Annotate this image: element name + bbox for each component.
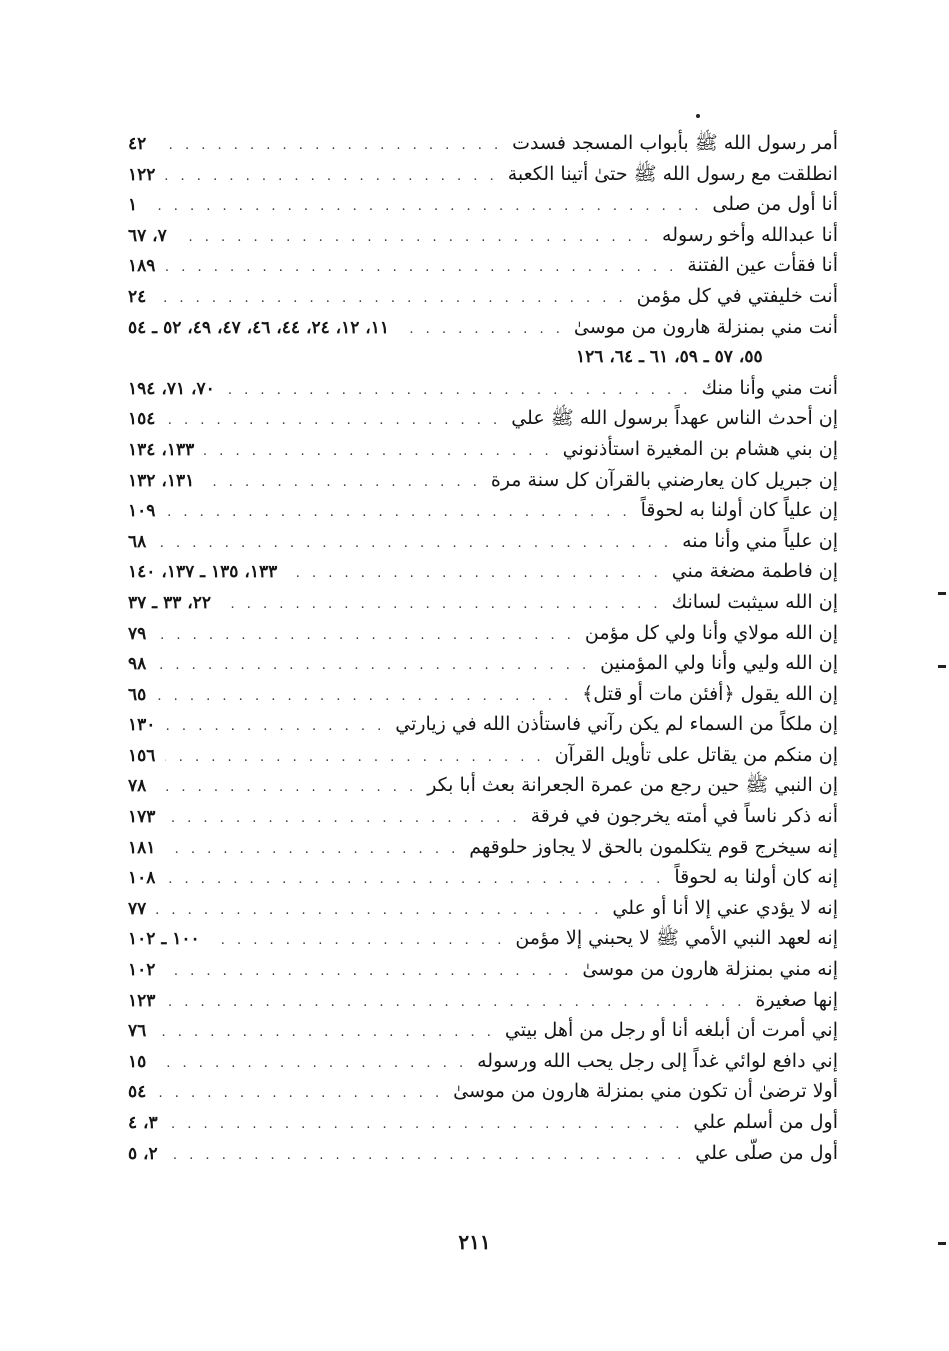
index-entry (128, 342, 838, 373)
dot-leader (156, 773, 417, 804)
scan-edge-mark (938, 592, 946, 595)
dot-leader (165, 498, 630, 529)
index-entry (128, 495, 838, 526)
entry-page-numbers: ١٣٣، ١٣٤ (128, 439, 195, 460)
index-entry (128, 128, 838, 159)
entry-text: إن ملكاً من السماء لم يكن رآني فاستأذن الله في زيارتي (395, 713, 838, 736)
index-entry (128, 893, 838, 924)
index-entry (128, 465, 838, 496)
dot-leader (287, 559, 661, 590)
page-number: ٢١١ (458, 1230, 491, 1254)
index-entry (128, 526, 838, 557)
index-entry (128, 587, 838, 618)
index-entry (128, 618, 838, 649)
dot-leader (221, 590, 661, 621)
entry-page-numbers: ١٥ (128, 1051, 147, 1072)
index-entry (128, 250, 838, 281)
index-entry (128, 1076, 838, 1107)
entry-text: إنه لعهد النبي الأمي ﷺ لا يحبني إلا مؤمن (515, 927, 838, 950)
dot-leader (165, 743, 544, 774)
entry-text: إنه سيخرج قوم يتكلمون بالحق لا يجاوز حلوقهم (469, 835, 838, 858)
entry-page-numbers: ٢، ٥ (128, 1143, 158, 1164)
entry-page-numbers: ١٠٨ (128, 868, 156, 889)
dot-leader (165, 712, 385, 743)
index-entry (128, 740, 838, 771)
entry-text: إنها صغيرة (755, 988, 838, 1011)
index-entry (128, 1138, 838, 1169)
entry-text: أنت خليفتي في كل مؤمن (636, 284, 838, 307)
entry-page-numbers: ٧٠، ٧١، ١٩٤ (128, 378, 215, 399)
entry-page-numbers: ١٢٣ (128, 990, 156, 1011)
dot-leader (204, 437, 552, 468)
index-entry (128, 985, 838, 1016)
entry-text: إن علياً مني وأنا منه (682, 529, 838, 552)
entry-page-numbers: ٩٨ (128, 654, 147, 675)
index-entry (128, 220, 838, 251)
entry-text: إن النبي ﷺ حين رجع من عمرة الجعرانة بعث أبا بكر (427, 774, 838, 797)
entry-text: إن منكم من يقاتل على تأويل القرآن (554, 743, 838, 766)
index-entry (128, 954, 838, 985)
index-entry (128, 1015, 838, 1046)
index-entry (128, 832, 838, 863)
index-entry (128, 862, 838, 893)
entry-text: إن فاطمة مضغة مني (671, 560, 838, 583)
dot-leader (165, 957, 572, 988)
entry-text: أول من أسلم علي (693, 1111, 838, 1133)
dot-leader (177, 223, 652, 254)
entry-page-numbers: ١٠٩ (128, 501, 156, 522)
entry-page-numbers: ١٣٣، ١٣٥ ـ ١٣٧، ١٤٠ (128, 562, 278, 583)
dot-leader (156, 131, 502, 162)
entry-text: انطلقت مع رسول الله ﷺ حتىٰ أتينا الكعبة (507, 162, 838, 185)
dot-leader (225, 376, 692, 407)
entry-page-numbers: ١٠٠ ـ ١٠٢ (128, 929, 200, 950)
index-entry (128, 189, 838, 220)
entry-text: أنا أول من صلى (712, 193, 838, 216)
entry-text: إنه لا يؤدي عني إلا أنا أو علي (612, 896, 838, 919)
entry-page-numbers: ٢٤ (128, 286, 147, 307)
index-list (128, 128, 838, 1168)
entry-page-numbers: ١٥٦ (128, 745, 156, 766)
entry-text: إن الله يقول ﴿أفئن مات أو قتل﴾ (582, 682, 838, 705)
entry-page-numbers: ٤٢ (128, 134, 147, 154)
entry-page-numbers: ٣، ٤ (128, 1113, 158, 1133)
entry-page-numbers: ١٨٩ (128, 256, 156, 277)
index-entry (128, 403, 838, 434)
entry-page-numbers: ٦٨ (128, 531, 147, 552)
dot-leader (156, 529, 672, 560)
dot-leader (165, 406, 501, 437)
index-entry (128, 373, 838, 404)
entry-text: إن أحدث الناس عهداً برسول الله ﷺ علي (511, 407, 838, 430)
dot-leader (165, 988, 745, 1019)
dot-leader (204, 468, 481, 499)
entry-text: إن علياً كان أولنا به لحوقاً (640, 499, 838, 522)
entry-text: إني دافع لوائي غداً إلى رجل يحب الله ورسوله (477, 1049, 838, 1072)
index-entry (128, 1107, 838, 1138)
index-entry (128, 801, 838, 832)
dot-leader (156, 896, 602, 927)
entry-page-numbers: ٥٤ (128, 1082, 147, 1103)
entry-page-numbers: ١٠٢ (128, 960, 156, 981)
index-entry (128, 770, 838, 801)
index-entry (128, 312, 838, 343)
entry-text: أول من صلّى علي (695, 1141, 838, 1164)
scan-dot (696, 114, 700, 118)
entry-text: إن الله وليي وأنا ولي المؤمنين (600, 652, 838, 675)
entry-text: أنا عبدالله وأخو رسوله (662, 223, 838, 246)
dot-leader (165, 804, 520, 835)
entry-page-numbers: ١٣٠ (128, 715, 156, 736)
entry-text: أنا فقأت عين الفتنة (687, 254, 838, 277)
entry-page-numbers: ٢٢، ٣٣ ـ ٣٧ (128, 592, 212, 613)
entry-page-numbers: ١٢٢ (128, 164, 156, 185)
index-entry (128, 556, 838, 587)
dot-leader (165, 865, 664, 896)
entry-text: أولا ترضىٰ أن تكون مني بمنزلة هارون من موسىٰ (453, 1080, 838, 1103)
entry-page-numbers: ١٣١، ١٣٢ (128, 470, 195, 491)
entry-page-numbers: ٧، ٦٧ (128, 225, 167, 246)
dot-leader (156, 621, 575, 652)
index-entry (128, 648, 838, 679)
entry-text: إنه مني بمنزلة هارون من موسىٰ (582, 958, 838, 981)
entry-text: أمر رسول الله ﷺ بأبواب المسجد فسدت (512, 132, 838, 154)
entry-page-numbers: ٧٩ (128, 623, 147, 644)
dot-leader (210, 926, 506, 957)
entry-text: إن بني هشام بن المغيرة استأذنوني (562, 437, 838, 460)
entry-page-numbers: ٥٥، ٥٧ ـ ٥٩، ٦١ ـ ٦٤، ١٢٦ (576, 347, 763, 368)
dot-leader (168, 1141, 686, 1172)
index-entry (128, 159, 838, 190)
dot-leader (156, 1079, 443, 1110)
entry-text: أنه ذكر ناساً في أمته يخرجون في فرقة (530, 805, 838, 828)
entry-text: إنه كان أولنا به لحوقاً (674, 866, 838, 889)
dot-leader (156, 1049, 467, 1080)
entry-page-numbers: ٧٦ (128, 1021, 147, 1042)
dot-leader (168, 1110, 684, 1141)
index-entry (128, 709, 838, 740)
entry-text: إن الله مولاي وأنا ولي كل مؤمن (584, 621, 838, 644)
dot-leader (399, 315, 564, 346)
entry-page-numbers: ١٧٣ (128, 807, 156, 828)
dot-leader (156, 651, 590, 682)
entry-text: إن الله سيثبت لسانك (671, 590, 838, 613)
index-entry (128, 281, 838, 312)
dot-leader (147, 192, 702, 223)
scan-edge-mark (938, 665, 946, 668)
index-entry (128, 679, 838, 710)
dot-leader (165, 835, 459, 866)
entry-page-numbers: ١ (128, 195, 138, 216)
entry-page-numbers: ٧٨ (128, 776, 147, 797)
entry-page-numbers: ١٨١ (128, 837, 156, 858)
dot-leader (156, 1018, 495, 1049)
entry-text: إني أمرت أن أبلغه أنا أو رجل من أهل بيتي (504, 1019, 838, 1042)
dot-leader (156, 682, 572, 713)
entry-text: أنت مني وأنا منك (701, 376, 838, 399)
index-entry (128, 434, 838, 465)
entry-text: أنت مني بمنزلة هارون من موسىٰ (573, 315, 838, 338)
entry-page-numbers: ٧٧ (128, 898, 147, 919)
dot-leader (156, 284, 626, 315)
entry-text: إن جبريل كان يعارضني بالقرآن كل سنة مرة (490, 468, 838, 491)
dot-leader (165, 253, 677, 284)
index-entry (128, 1046, 838, 1077)
entry-page-numbers: ٦٥ (128, 684, 147, 705)
dot-leader (165, 162, 497, 193)
entry-page-numbers: ١٥٤ (128, 409, 156, 430)
entry-page-numbers: ١١، ١٢، ٢٤، ٤٤، ٤٦، ٤٧، ٤٩، ٥٢ ـ ٥٤ (128, 317, 390, 338)
index-entry (128, 923, 838, 954)
